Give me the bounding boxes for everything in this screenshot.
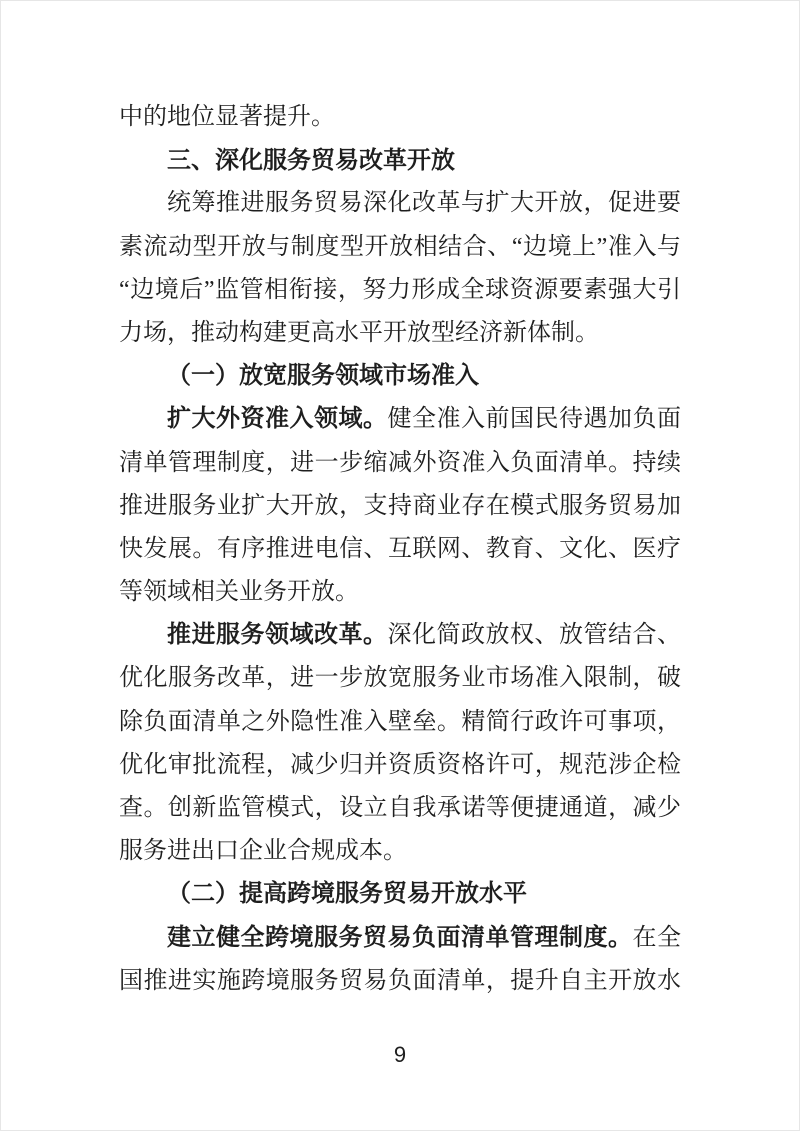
text-line (119, 917, 681, 960)
text-line (119, 269, 681, 312)
text-segment: 中的地位显著提升。 (119, 104, 335, 130)
text-segment-bold: 建立健全跨境服务贸易负面清单管理制度。 (167, 924, 633, 951)
text-line (119, 485, 681, 528)
text-line (119, 226, 681, 269)
text-segment-bold: 三、深化服务贸易改革开放 (167, 147, 455, 175)
text-segment: 统筹推进服务贸易深化改革与扩大开放，促进要 (167, 190, 681, 217)
text-line (119, 744, 681, 787)
text-line (119, 398, 681, 441)
text-line (119, 355, 681, 398)
text-segment: 查。创新监管模式，设立自我承诺等便捷通道，减少 (119, 795, 681, 821)
text-line (119, 614, 681, 657)
text-line (119, 960, 681, 1003)
text-segment-bold: （二）提高跨境服务贸易开放水平 (167, 881, 527, 908)
text-segment: 深化简政放权、放管结合、 (387, 622, 681, 649)
text-segment-bold: 扩大外资准入领域。 (167, 406, 388, 433)
text-segment: 力场，推动构建更高水平开放型经济新体制。 (119, 319, 599, 346)
text-line (119, 96, 681, 139)
text-segment: 优化服务改革，进一步放宽服务业市场准入限制，破 (119, 665, 681, 692)
text-segment: 服务进出口企业合规成本。 (119, 838, 407, 865)
text-segment: 清单管理制度，进一步缩减外资准入负面清单。持续 (119, 449, 681, 476)
text-line (119, 182, 681, 225)
text-segment: 健全准入前国民待遇加负面 (387, 406, 681, 433)
page-number: 9 (393, 1042, 407, 1067)
text-segment: 在全 (632, 924, 681, 951)
text-line (119, 701, 681, 744)
text-line (119, 139, 681, 182)
text-segment: “边境后”监管相衔接，努力形成全球资源要素强大引 (119, 276, 681, 303)
text-segment-bold: 推进服务领域改革。 (167, 622, 388, 649)
text-segment-bold: （一）放宽服务领域市场准入 (167, 363, 479, 390)
text-line (119, 873, 681, 916)
text-segment: 优化审批流程，减少归并资质资格许可，规范涉企检 (119, 751, 681, 778)
text-line (119, 571, 681, 614)
text-segment: 国推进实施跨境服务贸易负面清单，提升自主开放水 (119, 967, 681, 994)
text-line (119, 657, 681, 700)
text-segment: 推进服务业扩大开放，支持商业存在模式服务贸易加 (119, 492, 681, 519)
text-segment: 素流动型开放与制度型开放相结合、“边境上”准入与 (119, 233, 681, 260)
text-line (119, 787, 681, 830)
text-segment: 快发展。有序推进电信、互联网、教育、文化、医疗 (119, 535, 681, 562)
text-segment: 除负面清单之外隐性准入壁垒。精简行政许可事项， (119, 708, 681, 735)
text-line (119, 830, 681, 873)
document-lines (119, 96, 681, 1003)
text-segment: 等领域相关业务开放。 (119, 579, 359, 606)
text-line (119, 442, 681, 485)
text-line (119, 528, 681, 571)
text-line (119, 312, 681, 355)
